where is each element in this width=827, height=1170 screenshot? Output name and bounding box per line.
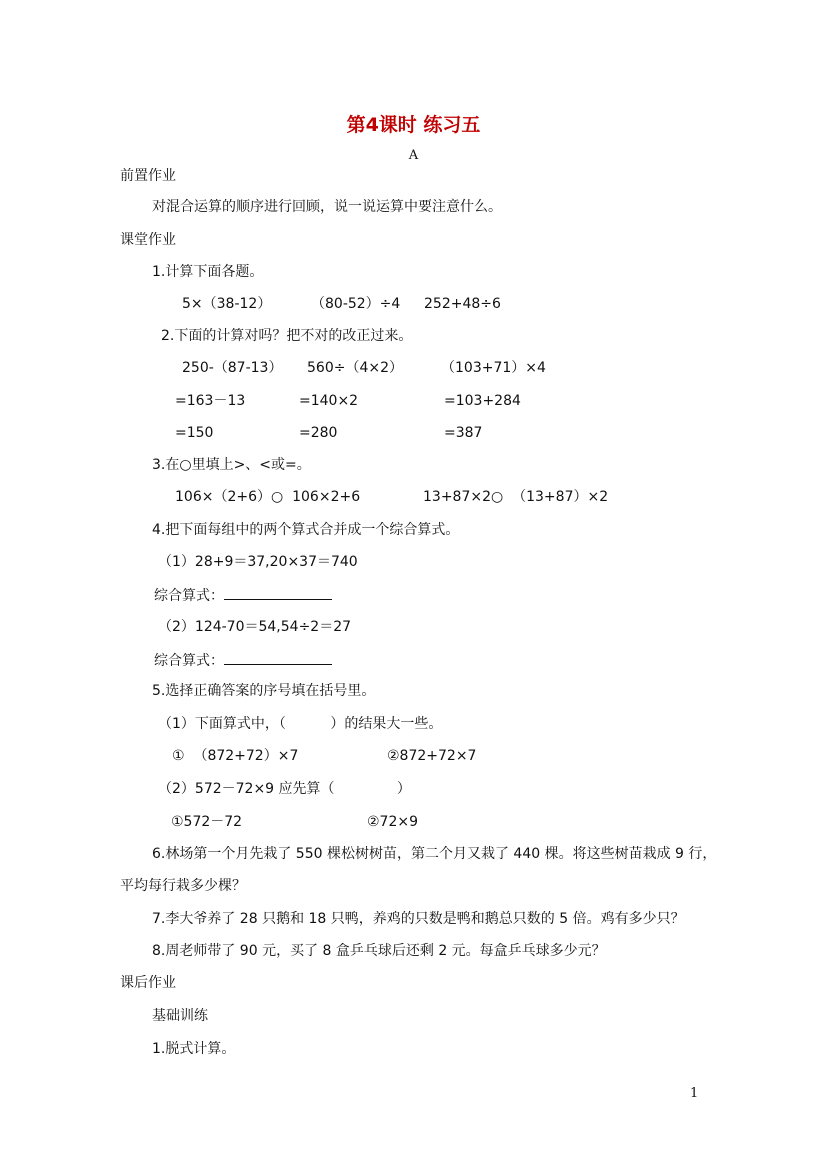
- combined-formula-label: 综合算式：: [154, 653, 224, 669]
- question-7: 7.李大爷养了 28 只鹅和 18 只鸭，养鸡的只数是鸭和鹅总只数的 5 倍。鸡有多少只？: [152, 911, 685, 927]
- combined-formula-label: 综合算式：: [154, 588, 224, 604]
- question-4-part-1: （1）28+9＝37,20×37＝740: [158, 554, 358, 570]
- pre-task-text: 对混合运算的顺序进行回顾，说一说运算中要注意什么。: [152, 199, 502, 215]
- question-5-part-2-option-1: ①572－72: [171, 814, 243, 830]
- question-2-row1-b: 560÷（4×2）: [307, 360, 403, 376]
- question-1-expr-2: （80-52）÷4: [311, 296, 401, 312]
- question-2-row2-a: =163－13: [175, 393, 246, 409]
- question-2-row3-c: =387: [444, 425, 483, 441]
- question-2-row3-b: =280: [299, 425, 338, 441]
- question-4-answer-1: [154, 584, 332, 606]
- question-4-answer-2: [154, 649, 332, 671]
- question-2-row1-a: 250-（87-13）: [182, 360, 283, 376]
- section-heading-class: 课堂作业: [120, 232, 176, 248]
- question-5-part-1-option-2: ②872+72×7: [387, 748, 477, 764]
- question-6-line-1: 6.林场第一个月先栽了 550 棵松树树苗，第二个月又栽了 440 棵。将这些树苗栽成 9 行，: [152, 846, 717, 862]
- question-3-stem: 3.在○里填上>、<或=。: [152, 457, 311, 473]
- question-5-part-2: （2）572－72×9 应先算（ ）: [158, 781, 411, 797]
- answer-blank[interactable]: [224, 584, 332, 600]
- after-question-1: 1.脱式计算。: [152, 1041, 236, 1057]
- question-1-stem: 1.计算下面各题。: [152, 264, 264, 280]
- question-2-row2-b: =140×2: [299, 393, 359, 409]
- question-3-item-b: 13+87×2○ （13+87）×2: [423, 489, 609, 505]
- question-2-row3-a: =150: [175, 425, 214, 441]
- question-6-line-2: 平均每行栽多少棵？: [120, 878, 246, 894]
- section-heading-after: 课后作业: [120, 975, 176, 991]
- question-1-expr-1: 5×（38-12）: [182, 296, 272, 312]
- page-subtitle: A: [408, 148, 419, 163]
- question-5-stem: 5.选择正确答案的序号填在括号里。: [152, 683, 376, 699]
- page-number: 1: [690, 1086, 699, 1101]
- question-2-stem: 2.下面的计算对吗？把不对的改正过来。: [161, 328, 413, 344]
- question-5-part-1: （1）下面算式中，（ ）的结果大一些。: [158, 716, 443, 732]
- question-4-stem: 4.把下面每组中的两个算式合并成一个综合算式。: [152, 522, 460, 538]
- question-2-row2-c: =103+284: [444, 393, 521, 409]
- question-3-item-a: 106×（2+6）○ 106×2+6: [175, 489, 361, 505]
- question-5-part-2-option-2: ②72×9: [367, 814, 419, 830]
- section-heading-pre: 前置作业: [120, 168, 176, 184]
- answer-blank[interactable]: [224, 649, 332, 665]
- page-title: 第4课时 练习五: [346, 114, 481, 136]
- question-4-part-2: （2）124-70＝54,54÷2＝27: [158, 619, 352, 635]
- question-5-part-1-option-1: ① （872+72）×7: [172, 748, 299, 764]
- question-2-row1-c: （103+71）×4: [441, 360, 546, 376]
- question-8: 8.周老师带了 90 元，买了 8 盒乒乓球后还剩 2 元。每盒乒乓球多少元？: [152, 943, 606, 959]
- basic-training-heading: 基础训练: [152, 1008, 208, 1024]
- question-1-expr-3: 252+48÷6: [424, 296, 501, 312]
